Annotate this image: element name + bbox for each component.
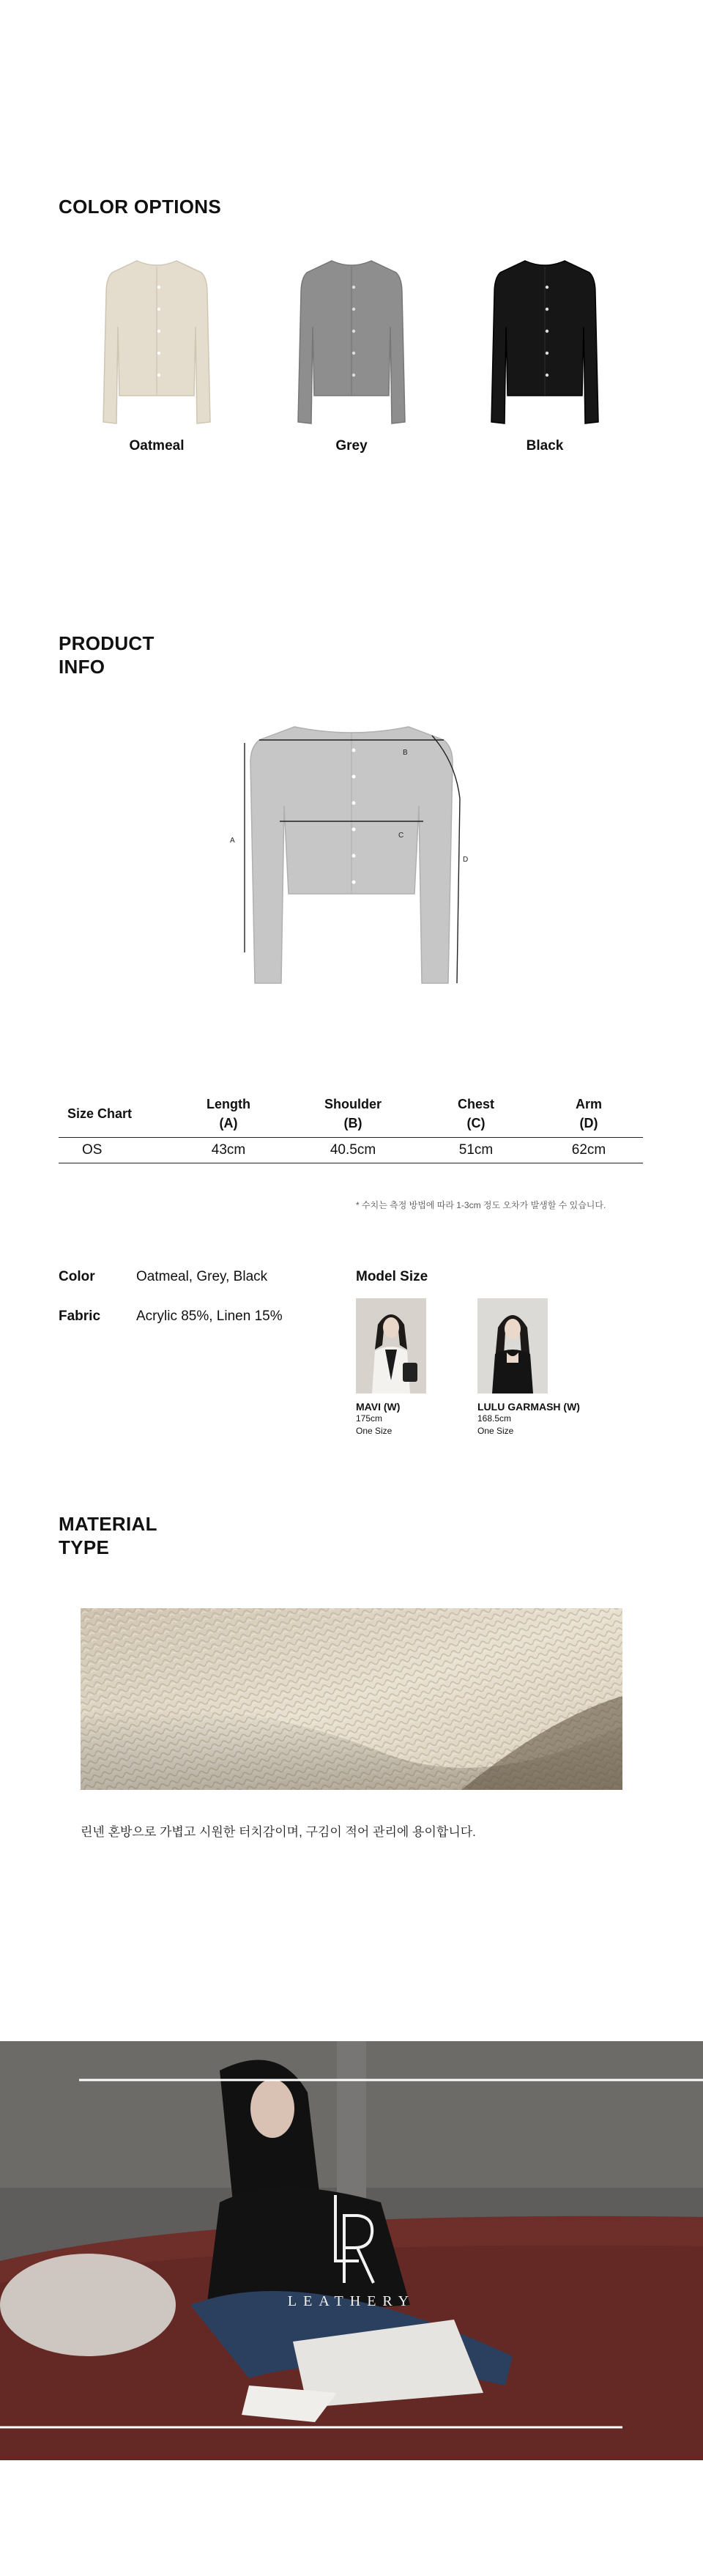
color-options-title: COLOR OPTIONS: [59, 196, 222, 218]
swatch-black[interactable]: [472, 256, 618, 469]
model-name-mavi: MAVI (W): [356, 1401, 401, 1413]
material-type-title: [59, 1512, 157, 1559]
color-label: Color: [59, 1269, 95, 1284]
brand-wordmark: LEATHERY: [287, 2293, 416, 2309]
swatch-grey[interactable]: [278, 256, 425, 469]
model-photo-mavi: [356, 1298, 426, 1394]
label-b: B: [403, 749, 408, 757]
size-chart-table: [59, 1092, 643, 1163]
chest-header: Chest (C): [457, 1097, 494, 1130]
size-chart-header: Size Chart: [67, 1106, 133, 1121]
swatch-oatmeal[interactable]: [83, 256, 230, 469]
size-cell: OS: [82, 1142, 103, 1158]
arm-header: Arm (D): [575, 1097, 602, 1130]
cardigan-black-image: [483, 256, 607, 432]
swatch-black-label: Black: [526, 438, 564, 454]
brand-logo-icon: [0, 2041, 703, 2460]
model-size-mavi: One Size: [356, 1426, 393, 1436]
cardigan-oatmeal-image: [94, 256, 219, 432]
material-title-line1: MATERIAL: [59, 1513, 157, 1535]
arm-cell: 62cm: [571, 1142, 606, 1158]
size-chart-header-row: [59, 1092, 643, 1138]
model-card-lulu: [477, 1298, 595, 1437]
table-row: [59, 1138, 643, 1163]
fabric-texture-image: [81, 1608, 622, 1790]
model-photo-lulu: [477, 1298, 548, 1394]
model-card-mavi: [356, 1298, 473, 1437]
model-size-lulu: One Size: [477, 1426, 514, 1436]
model-size-title: Model Size: [356, 1269, 428, 1284]
product-info-title-line1: PRODUCT: [59, 632, 155, 654]
length-cell: 43cm: [211, 1142, 246, 1158]
product-info-title: [59, 632, 155, 678]
color-swatches: [0, 256, 703, 469]
length-header: Length (A): [207, 1097, 250, 1130]
model-height-mavi: 175cm: [356, 1413, 383, 1424]
material-description: 린넨 혼방으로 가볍고 시원한 터치감이며, 구김이 적어 관리에 용이합니다.: [81, 1825, 476, 1839]
shoulder-cell: 40.5cm: [330, 1142, 376, 1158]
model-height-lulu: 168.5cm: [477, 1413, 512, 1424]
material-title-line2: TYPE: [59, 1536, 110, 1558]
swatch-oatmeal-label: Oatmeal: [129, 438, 185, 454]
label-a: A: [230, 837, 235, 845]
fabric-value: Acrylic 85%, Linen 15%: [136, 1309, 283, 1324]
product-info-title-line2: INFO: [59, 656, 105, 678]
chest-cell: 51cm: [458, 1142, 494, 1158]
measurement-diagram: [212, 718, 491, 996]
color-value: Oatmeal, Grey, Black: [136, 1269, 268, 1284]
shoulder-header: Shoulder (B): [324, 1097, 382, 1130]
fabric-label: Fabric: [59, 1309, 101, 1324]
label-c: C: [398, 832, 404, 840]
swatch-grey-label: Grey: [335, 438, 368, 454]
label-d: D: [463, 856, 469, 864]
cardigan-grey-image: [289, 256, 414, 432]
brand-banner: [0, 2041, 703, 2460]
size-note: * 수치는 측정 방법에 따라 1-3cm 정도 오차가 발생할 수 있습니다.: [356, 1200, 606, 1210]
model-name-lulu: LULU GARMASH (W): [477, 1401, 580, 1413]
